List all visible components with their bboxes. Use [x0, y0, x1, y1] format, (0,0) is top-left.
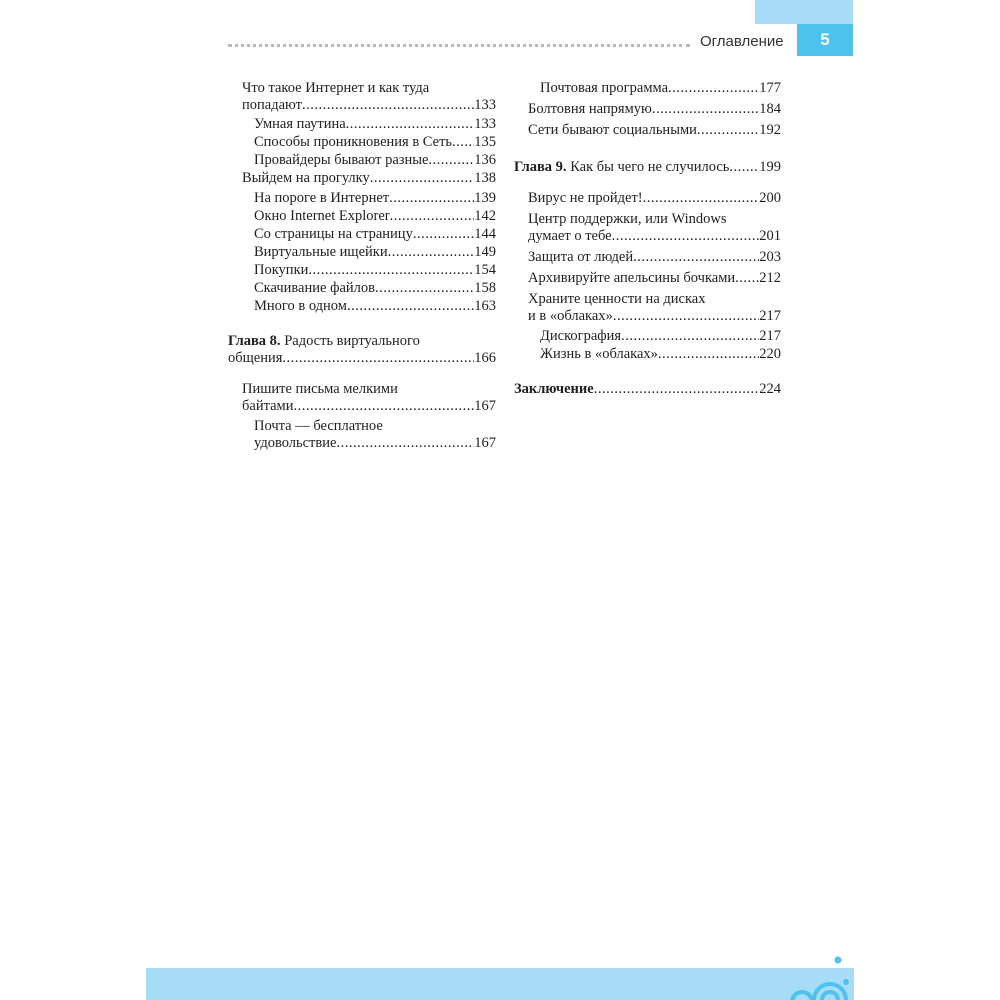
- toc-entry: [228, 262, 496, 279]
- toc-entry: [514, 122, 781, 139]
- toc-entry-title: Выйдем на прогулку: [242, 170, 370, 186]
- toc-page-number: 212: [759, 270, 781, 286]
- toc-entry: [514, 291, 781, 325]
- toc-page-number: 167: [474, 435, 496, 451]
- leader-dots: [389, 190, 474, 207]
- toc-entry-title: Пишите письма мелкими: [242, 381, 398, 397]
- toc-page-number: 192: [759, 122, 781, 138]
- toc-entry-title: Покупки: [254, 262, 309, 278]
- header-tab-light: [755, 0, 853, 24]
- toc-entry: [228, 208, 496, 225]
- toc-entry: [514, 249, 781, 266]
- toc-entry: [228, 170, 496, 187]
- toc-entry-title: общения: [228, 350, 283, 366]
- leader-dots: [390, 208, 475, 225]
- toc-chapter: [514, 381, 781, 398]
- toc-entry: [228, 116, 496, 133]
- toc-page-number: 139: [474, 190, 496, 206]
- toc-entry-title: Умная паутина: [254, 116, 346, 132]
- toc-page-number: 224: [759, 381, 781, 397]
- toc-entry: [514, 270, 781, 287]
- leader-dots: [697, 122, 759, 139]
- leader-dots: [375, 280, 474, 297]
- toc-entry: [228, 190, 496, 207]
- toc-entry-title: попадают: [242, 97, 302, 113]
- toc-right-column: [514, 80, 781, 398]
- toc-entry-title: Дискография: [540, 328, 622, 344]
- toc-entry: [228, 80, 496, 114]
- leader-dots: [413, 226, 474, 243]
- header-dotted-rule: [228, 44, 690, 47]
- toc-left-column: [228, 80, 496, 452]
- toc-entry-title: Центр поддержки, или Windows: [528, 211, 727, 227]
- toc-entry-title: Защита от людей: [528, 249, 634, 265]
- chapter-number: Глава 8.: [228, 333, 281, 349]
- footer-bar: [146, 968, 854, 1000]
- chapter-number: Заключение: [514, 381, 594, 397]
- leader-dots: [388, 244, 475, 261]
- chapter-number: Глава 9.: [514, 159, 567, 175]
- toc-entry: [228, 134, 496, 151]
- toc-chapter: [228, 333, 496, 367]
- toc-entry-title: удовольствие: [254, 435, 337, 451]
- leader-dots: [652, 101, 759, 118]
- toc-entry-title: Как бы чего не случилось: [570, 159, 730, 175]
- toc-entry-title: Много в одном: [254, 298, 347, 314]
- toc-entry-title: Вирус не пройдет!: [528, 190, 643, 206]
- leader-dots: [621, 328, 759, 345]
- toc-entry: [514, 190, 781, 207]
- leader-dots: [336, 435, 474, 452]
- toc-page-number: 220: [759, 346, 781, 362]
- toc-page-number: 217: [759, 328, 781, 344]
- toc-entry-title: Со страницы на страницу: [254, 226, 413, 242]
- toc-page-number: 142: [474, 208, 496, 224]
- toc-page-number: 144: [474, 226, 496, 242]
- toc-entry-title: и в «облаках»: [528, 308, 613, 324]
- toc-entry: [228, 244, 496, 261]
- toc-entry: [514, 211, 781, 245]
- toc-page-number: 154: [474, 262, 496, 278]
- header-section-title: Оглавление: [700, 33, 784, 50]
- toc-entry-title: Почта — бесплатное: [254, 418, 383, 434]
- toc-page-number: 135: [474, 134, 496, 150]
- toc-page-number: 136: [474, 152, 496, 168]
- page-number: 5: [820, 30, 830, 49]
- toc-entry: [228, 280, 496, 297]
- toc-entry: [514, 346, 781, 363]
- toc-page-number: 133: [474, 97, 496, 113]
- toc-entry-title: Сети бывают социальными: [528, 122, 697, 138]
- leader-dots: [643, 190, 760, 207]
- toc-page-number: 177: [759, 80, 781, 96]
- leader-dots: [735, 270, 759, 287]
- toc-entry: [228, 418, 496, 452]
- toc-entry-title: Болтовня напрямую: [528, 101, 652, 117]
- toc-page-number: 158: [474, 280, 496, 296]
- toc-entry-title: байтами: [242, 398, 294, 414]
- leader-dots: [302, 97, 474, 114]
- leader-dots: [428, 152, 474, 169]
- leader-dots: [452, 134, 474, 151]
- toc-entry-title: Что такое Интернет и как туда: [242, 80, 430, 96]
- leader-dots: [370, 170, 474, 187]
- leader-dots: [633, 249, 759, 266]
- leader-dots: [612, 228, 760, 245]
- toc-entry-title: Виртуальные ищейки: [254, 244, 388, 260]
- toc-entry-title: Скачивание файлов: [254, 280, 375, 296]
- leader-dots: [594, 381, 760, 398]
- toc-entry-title: думает о тебе: [528, 228, 612, 244]
- toc-page-number: 133: [474, 116, 496, 132]
- toc-entry-title: Жизнь в «облаках»: [540, 346, 658, 362]
- leader-dots: [293, 398, 474, 415]
- toc-entry: [514, 101, 781, 118]
- leader-dots: [613, 308, 759, 325]
- toc-page-number: 138: [474, 170, 496, 186]
- toc-page-number: 163: [474, 298, 496, 314]
- toc-entry: [514, 328, 781, 345]
- toc-page-number: 201: [759, 228, 781, 244]
- toc-page-number: 184: [759, 101, 781, 117]
- toc-entry-title: Радость виртуального: [284, 333, 420, 349]
- toc-entry-title: На пороге в Интернет: [254, 190, 390, 206]
- leader-dots: [282, 350, 474, 367]
- toc-page-number: 199: [759, 159, 781, 175]
- leader-dots: [347, 298, 474, 315]
- leader-dots: [729, 159, 759, 176]
- toc-entry-title: Способы проникновения в Сеть: [254, 134, 453, 150]
- leader-dots: [308, 262, 474, 279]
- toc-page-number: 166: [474, 350, 496, 366]
- toc-page-number: 217: [759, 308, 781, 324]
- toc-page-number: 149: [474, 244, 496, 260]
- toc-entry: [228, 298, 496, 315]
- toc-page-number: 203: [759, 249, 781, 265]
- leader-dots: [658, 346, 759, 363]
- toc-chapter: [514, 159, 781, 176]
- toc-entry-title: Почтовая программа: [540, 80, 669, 96]
- toc-entry: [228, 381, 496, 415]
- toc-entry: [514, 80, 781, 97]
- toc-entry: [228, 152, 496, 169]
- toc-entry-title: Провайдеры бывают разные: [254, 152, 429, 168]
- toc-entry-title: Храните ценности на дисках: [528, 291, 706, 307]
- toc-entry: [228, 226, 496, 243]
- toc-entry-title: Архивируйте апельсины бочками: [528, 270, 736, 286]
- leader-dots: [668, 80, 759, 97]
- footer-circles-decoration: [780, 952, 860, 1000]
- toc-page-number: 200: [759, 190, 781, 206]
- leader-dots: [346, 116, 475, 133]
- toc-entry-title: Окно Internet Explorer: [254, 208, 390, 224]
- toc-page-number: 167: [474, 398, 496, 414]
